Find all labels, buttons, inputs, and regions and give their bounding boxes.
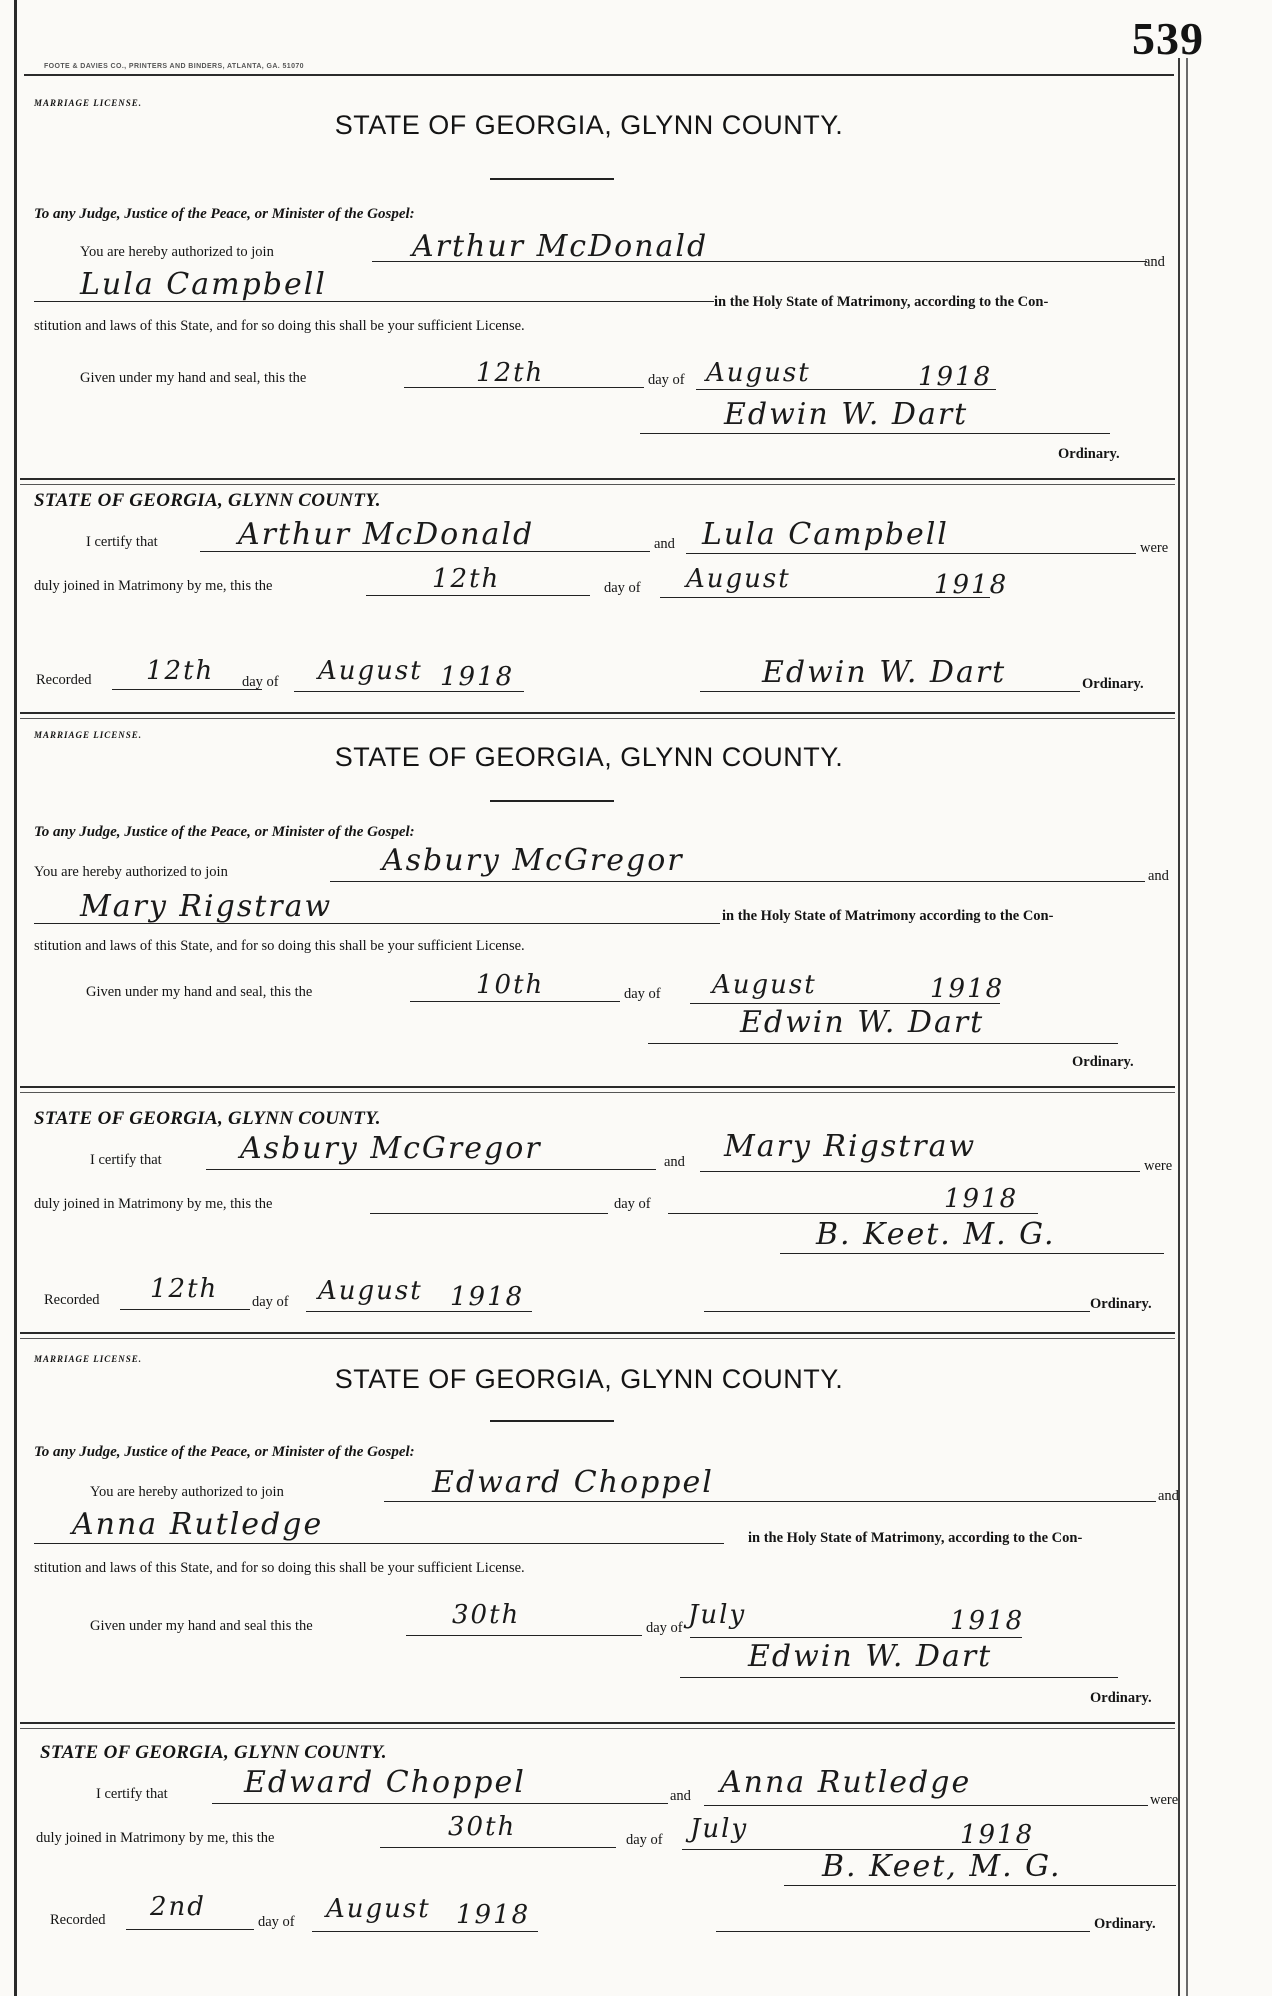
month-line — [690, 1636, 1022, 1638]
license-day: 30th — [452, 1600, 521, 1630]
day-line — [410, 1000, 620, 1002]
authorized-text: You are hereby authorized to join — [80, 244, 274, 260]
section-rule-thin — [20, 718, 1175, 719]
day-of-text: day of — [646, 1620, 683, 1636]
authorized-text: You are hereby authorized to join — [90, 1484, 284, 1500]
recorded-sign-line — [700, 690, 1080, 692]
page-number: 539 — [1132, 13, 1204, 64]
printer-imprint: FOOTE & DAVIES CO., PRINTERS AND BINDERS, ATLANTA, GA. 51070 — [44, 63, 304, 70]
cert-year: 1918 — [944, 1184, 1019, 1214]
cert-bride-name: Anna Rutledge — [720, 1765, 972, 1800]
ordinary-text: Ordinary. — [1090, 1690, 1152, 1706]
license-title: STATE OF GEORGIA, GLYNN COUNTY. — [334, 742, 844, 772]
day-of-text: day of — [624, 986, 661, 1002]
right-margin-rule — [1178, 58, 1180, 1996]
top-rule — [24, 74, 1174, 76]
cert-bride-name: Lula Campbell — [702, 517, 949, 552]
license-month: August — [706, 358, 811, 388]
section-rule-thin — [20, 1092, 1175, 1093]
recorded-sign-line — [704, 1310, 1090, 1312]
recorded-sign-line — [716, 1930, 1090, 1932]
section-rule-thin — [20, 1338, 1175, 1339]
signature-line — [648, 1042, 1118, 1044]
certificate-title: STATE OF GEORGIA, GLYNN COUNTY. — [34, 1108, 381, 1129]
certificate-title: STATE OF GEORGIA, GLYNN COUNTY. — [34, 490, 381, 511]
recorded-signature: Edwin W. Dart — [762, 655, 1007, 690]
day-line — [406, 1634, 642, 1636]
bride-line — [34, 1542, 724, 1544]
cert-day-line — [380, 1846, 616, 1848]
cert-bride-line — [686, 552, 1136, 554]
day-of-text: day of — [648, 372, 685, 388]
section-rule — [20, 478, 1175, 480]
ordinary-text: Ordinary. — [1072, 1054, 1134, 1070]
license-title: STATE OF GEORGIA, GLYNN COUNTY. — [334, 1364, 844, 1394]
cert-year: 1918 — [934, 570, 1009, 600]
recorded-month: August — [318, 1276, 423, 1306]
holy-state-text: in the Holy State of Matrimony, according to the Con- — [714, 294, 1049, 310]
recorded-ordinary-text: Ordinary. — [1090, 1296, 1152, 1312]
recorded-day-line — [112, 688, 262, 690]
recorded-month: August — [318, 656, 423, 686]
section-rule — [20, 712, 1175, 714]
cert-day-of-text: day of — [614, 1196, 651, 1212]
and-text: and — [1158, 1488, 1179, 1504]
groom-name: Asbury McGregor — [382, 843, 684, 878]
certify-text: I certify that — [90, 1152, 162, 1168]
recorded-month-line — [312, 1930, 538, 1932]
recorded-year: 1918 — [456, 1900, 531, 1930]
license-title: STATE OF GEORGIA, GLYNN COUNTY. — [334, 110, 844, 140]
cert-and-text: and — [664, 1154, 685, 1170]
ordinary-text: Ordinary. — [1058, 446, 1120, 462]
duly-text: duly joined in Matrimony by me, this the — [34, 578, 273, 594]
cert-groom-line — [212, 1802, 668, 1804]
given-text: Given under my hand and seal this the — [90, 1618, 313, 1634]
license-month: July — [688, 1600, 747, 1630]
cert-day-of-text: day of — [604, 580, 641, 596]
minister-signature: B. Keet. M. G. — [816, 1217, 1056, 1252]
certify-text: I certify that — [86, 534, 158, 550]
recorded-text: Recorded — [44, 1292, 100, 1308]
section-rule — [20, 1086, 1175, 1088]
license-label: MARRIAGE LICENSE. — [34, 1354, 143, 1364]
license-year: 1918 — [918, 362, 993, 392]
title-rule — [490, 178, 614, 180]
certify-text: I certify that — [96, 1786, 168, 1802]
groom-name: Arthur McDonald — [412, 229, 709, 264]
minister-sign-line — [780, 1252, 1164, 1254]
section-rule — [20, 1722, 1175, 1724]
cert-month: July — [690, 1814, 749, 1844]
cert-day: 12th — [432, 564, 501, 594]
cert-day-of-text: day of — [626, 1832, 663, 1848]
cert-groom-name: Asbury McGregor — [240, 1131, 542, 1166]
license-year: 1918 — [950, 1606, 1025, 1636]
certificate-title: STATE OF GEORGIA, GLYNN COUNTY. — [40, 1742, 387, 1763]
were-text: were — [1144, 1158, 1173, 1174]
given-text: Given under my hand and seal, this the — [86, 984, 313, 1000]
left-margin-rule — [14, 0, 17, 1996]
recorded-month: August — [326, 1894, 431, 1924]
license-month: August — [712, 970, 817, 1000]
cert-groom-line — [206, 1168, 656, 1170]
constitution-text: stitution and laws of this State, and for so doing this shall be your sufficient License. — [34, 318, 525, 334]
license-label: MARRIAGE LICENSE. — [34, 730, 143, 740]
cert-and-text: and — [670, 1788, 691, 1804]
duly-text: duly joined in Matrimony by me, this the — [36, 1830, 275, 1846]
salutation: To any Judge, Justice of the Peace, or Minister of the Gospel: — [34, 1444, 415, 1460]
recorded-text: Recorded — [50, 1912, 106, 1928]
signature-line — [640, 432, 1110, 434]
recorded-ordinary-text: Ordinary. — [1082, 676, 1144, 692]
section-rule-thin — [20, 484, 1175, 485]
title-rule — [490, 1420, 614, 1422]
groom-line — [330, 880, 1145, 882]
cert-groom-name: Arthur McDonald — [238, 517, 535, 552]
cert-and-text: and — [654, 536, 675, 552]
cert-bride-name: Mary Rigstraw — [724, 1129, 977, 1164]
ordinary-signature: Edwin W. Dart — [724, 397, 969, 432]
ordinary-signature: Edwin W. Dart — [748, 1639, 993, 1674]
recorded-day-of-text: day of — [242, 674, 279, 690]
and-text: and — [1148, 868, 1169, 884]
license-day: 10th — [476, 970, 545, 1000]
right-margin-rule-outer — [1186, 58, 1188, 1996]
given-text: Given under my hand and seal, this the — [80, 370, 307, 386]
license-year: 1918 — [930, 974, 1005, 1004]
bride-name: Lula Campbell — [80, 267, 327, 302]
holy-state-text: in the Holy State of Matrimony, according to the Con- — [748, 1530, 1083, 1546]
salutation: To any Judge, Justice of the Peace, or Minister of the Gospel: — [34, 206, 415, 222]
cert-year: 1918 — [960, 1820, 1035, 1850]
recorded-day-line — [126, 1928, 254, 1930]
bride-name: Anna Rutledge — [72, 1507, 324, 1542]
were-text: were — [1150, 1792, 1179, 1808]
minister-signature: B. Keet, M. G. — [822, 1849, 1062, 1884]
cert-bride-line — [700, 1170, 1140, 1172]
constitution-text: stitution and laws of this State, and for so doing this shall be your sufficient License. — [34, 1560, 525, 1576]
cert-month: August — [686, 564, 791, 594]
cert-groom-name: Edward Choppel — [244, 1765, 526, 1800]
groom-line — [384, 1500, 1156, 1502]
recorded-year: 1918 — [440, 662, 515, 692]
minister-sign-line — [784, 1884, 1176, 1886]
recorded-day: 12th — [146, 656, 215, 686]
were-text: were — [1140, 540, 1169, 556]
recorded-day: 2nd — [150, 1892, 206, 1922]
duly-text: duly joined in Matrimony by me, this the — [34, 1196, 273, 1212]
cert-day-line — [366, 594, 590, 596]
recorded-day-line — [120, 1308, 250, 1310]
section-rule-thin — [20, 1728, 1175, 1729]
salutation: To any Judge, Justice of the Peace, or Minister of the Gospel: — [34, 824, 415, 840]
authorized-text: You are hereby authorized to join — [34, 864, 228, 880]
groom-name: Edward Choppel — [432, 1465, 714, 1500]
cert-bride-line — [704, 1804, 1148, 1806]
recorded-year: 1918 — [450, 1282, 525, 1312]
recorded-day-of-text: day of — [252, 1294, 289, 1310]
recorded-day-of-text: day of — [258, 1914, 295, 1930]
signature-line — [680, 1676, 1118, 1678]
section-rule — [20, 1332, 1175, 1334]
recorded-day: 12th — [150, 1274, 219, 1304]
bride-name: Mary Rigstraw — [80, 889, 333, 924]
holy-state-text: in the Holy State of Matrimony according to the Con- — [722, 908, 1054, 924]
license-label: MARRIAGE LICENSE. — [34, 98, 143, 108]
cert-day: 30th — [448, 1812, 517, 1842]
recorded-text: Recorded — [36, 672, 92, 688]
ordinary-signature: Edwin W. Dart — [740, 1005, 985, 1040]
and-text: and — [1144, 254, 1165, 270]
recorded-ordinary-text: Ordinary. — [1094, 1916, 1156, 1932]
title-rule — [490, 800, 614, 802]
license-day: 12th — [476, 358, 545, 388]
constitution-text: stitution and laws of this State, and for so doing this shall be your sufficient License. — [34, 938, 525, 954]
cert-day-line — [370, 1212, 608, 1214]
